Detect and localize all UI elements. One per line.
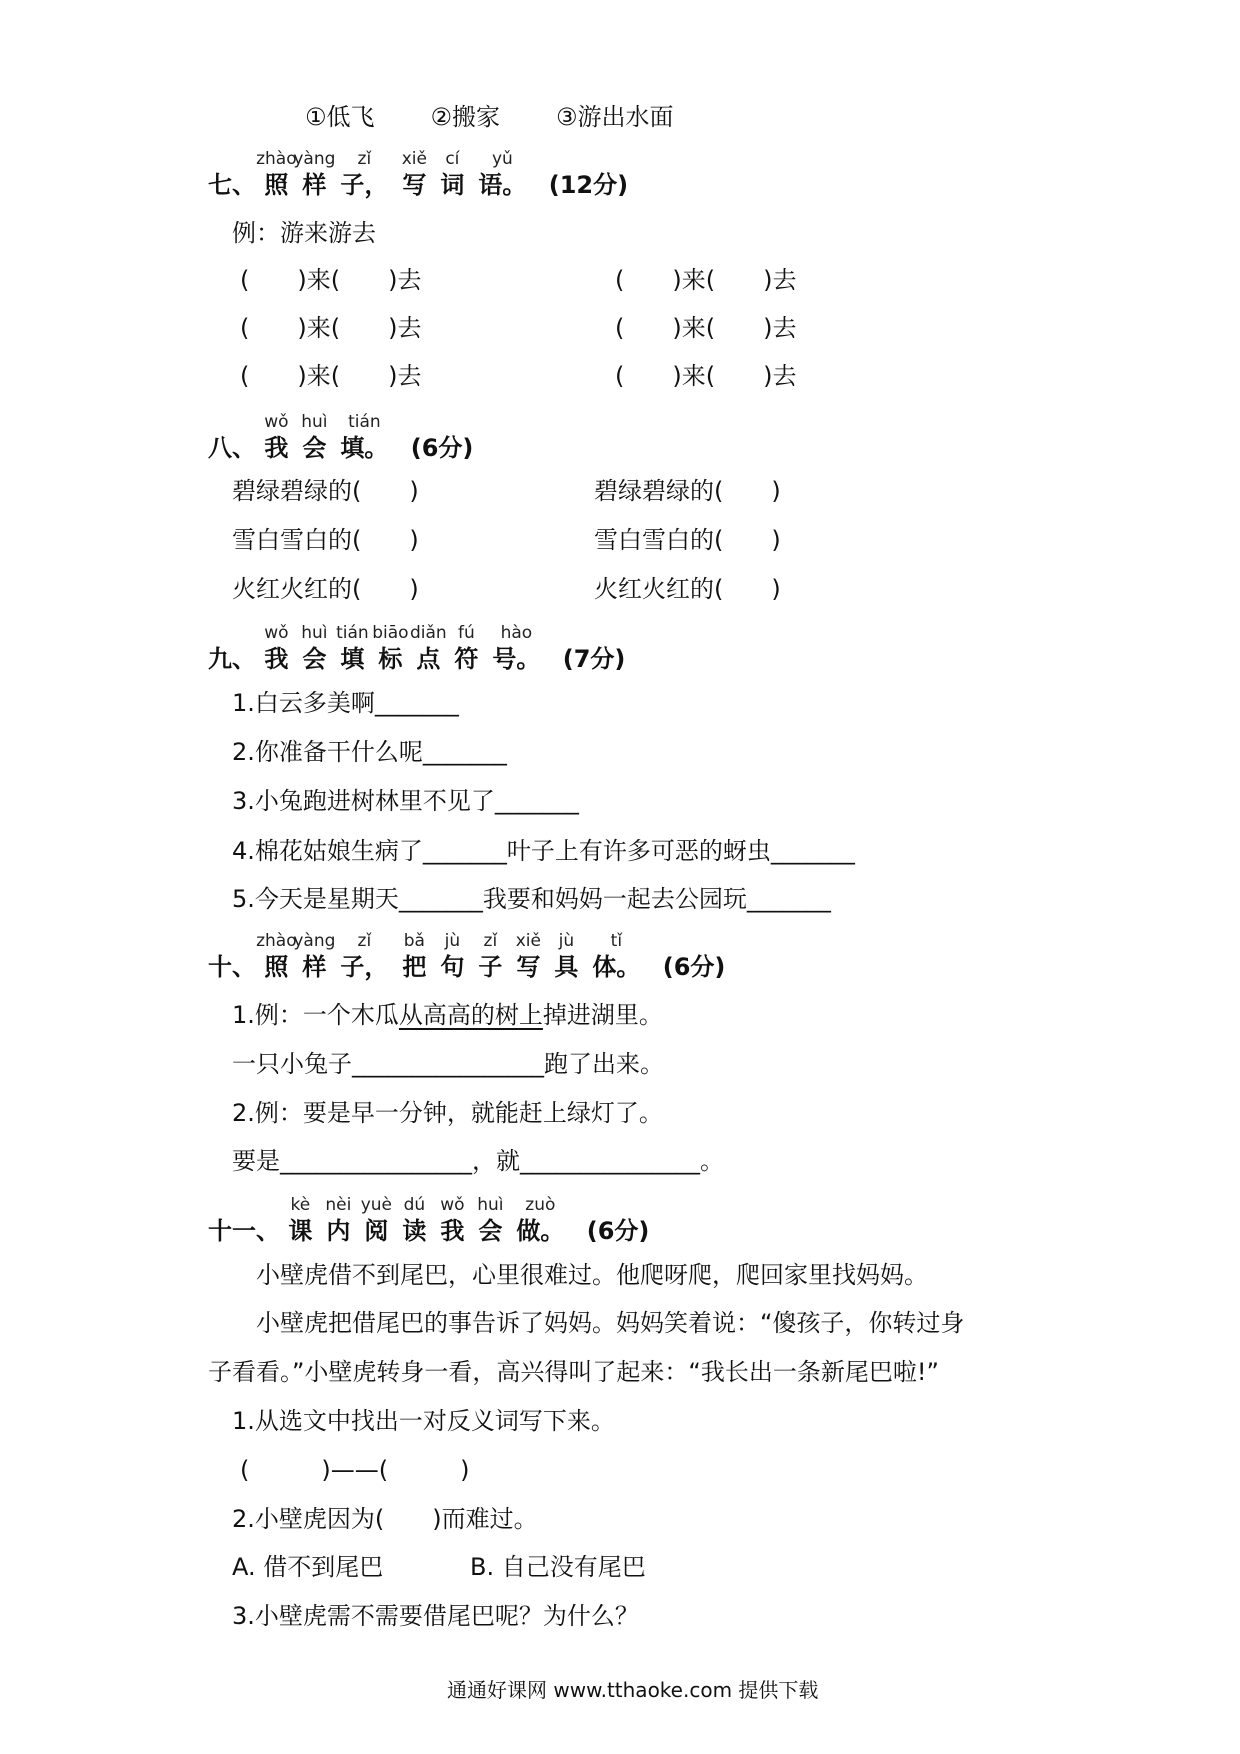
heading-char	[372, 623, 409, 674]
blank-item: ( )来( )去	[615, 362, 797, 390]
heading-char	[293, 149, 336, 200]
punct-item: 5.今天是星期天_______我要和妈妈一起去公园玩_______	[232, 885, 831, 913]
heading-char-text: 语。	[478, 171, 527, 199]
blank-item: ( )来( )去	[240, 266, 422, 294]
heading-char-text: 把	[402, 953, 427, 981]
pinyin-label: yàng	[293, 149, 336, 169]
heading-char-text: 我	[440, 1217, 465, 1245]
option-2: ②搬家	[430, 103, 501, 131]
exercise-line: 要是________________，就_______________。	[232, 1147, 724, 1175]
exercise-line: 一只小兔子________________跑了出来。	[232, 1050, 664, 1078]
heading-char	[288, 1195, 313, 1246]
heading-char	[340, 931, 389, 982]
section10-heading	[208, 931, 726, 982]
heading-char-text: 样	[302, 171, 327, 199]
footer-credit: 通通好课网 www.tthaoke.com 提供下载	[447, 1678, 819, 1702]
heading-chars	[288, 1195, 578, 1245]
heading-char	[264, 623, 289, 674]
question: 2.小壁虎因为( )而难过。	[232, 1505, 538, 1533]
heading-char	[301, 412, 328, 463]
heading-char-text: 子	[478, 953, 503, 981]
pinyin-label: tián	[348, 412, 381, 432]
pinyin-label: xiě	[401, 149, 427, 169]
heading-char-text: 读	[402, 1217, 427, 1245]
section9-heading	[208, 623, 626, 674]
pinyin-label: zǐ	[357, 931, 372, 951]
section-score: (12分)	[548, 171, 629, 199]
pinyin-label: wǒ	[264, 623, 289, 643]
pinyin-label: kè	[290, 1195, 311, 1215]
pinyin-label: tián	[336, 623, 369, 643]
reading-paragraph: 小壁虎把借尾巴的事告诉了妈妈。妈妈笑着说：“傻孩子，你转过身	[256, 1309, 965, 1337]
pinyin-label: tǐ	[610, 931, 623, 951]
choice-a: A. 借不到尾巴	[232, 1553, 384, 1581]
heading-char	[401, 149, 427, 200]
example-1	[232, 1000, 663, 1030]
heading-char-text: 会	[478, 1217, 503, 1245]
fill-item: 雪白雪白的( )	[594, 526, 781, 554]
heading-char	[301, 623, 328, 674]
pinyin-label: cí	[445, 149, 460, 169]
heading-chars	[256, 149, 540, 199]
heading-char-text: 子，	[340, 953, 389, 981]
section11-heading	[208, 1195, 650, 1246]
heading-char	[440, 931, 465, 982]
heading-char-text: 写	[402, 171, 427, 199]
heading-chars	[264, 412, 402, 462]
pinyin-label: yuè	[360, 1195, 393, 1215]
pinyin-label: huì	[477, 1195, 504, 1215]
heading-char	[492, 623, 541, 674]
heading-char-text: 阅	[364, 1217, 389, 1245]
pinyin-label: yàng	[293, 931, 336, 951]
section7-example: 例：游来游去	[232, 219, 376, 247]
heading-char	[360, 1195, 393, 1246]
section-score: (6分)	[586, 1217, 650, 1245]
blank-row	[240, 361, 421, 391]
pinyin-label: nèi	[325, 1195, 352, 1215]
fill-item: 碧绿碧绿的( )	[232, 477, 419, 505]
pinyin-label: huì	[301, 623, 328, 643]
section-number: 十、	[208, 953, 256, 981]
heading-char-text: 课	[288, 1217, 313, 1245]
heading-char	[454, 623, 479, 674]
heading-char	[256, 149, 297, 200]
heading-char	[478, 931, 503, 982]
pinyin-label: yǔ	[491, 149, 513, 169]
heading-char	[516, 1195, 565, 1246]
blank-row	[615, 361, 796, 391]
example-1-prefix: 1.例：一个木瓜	[232, 1001, 399, 1029]
blank-item: ( )来( )去	[240, 314, 422, 342]
blank-item: ( )来( )去	[615, 266, 797, 294]
pinyin-label: zhào	[256, 931, 297, 951]
pinyin-label: dú	[403, 1195, 426, 1215]
heading-char-text: 填。	[340, 434, 389, 462]
punct-item: 2.你准备干什么呢_______	[232, 738, 507, 766]
choice-b: B. 自己没有尾巴	[470, 1553, 646, 1581]
pinyin-label: jù	[444, 931, 461, 951]
heading-char	[264, 412, 289, 463]
heading-char	[440, 149, 465, 200]
heading-char	[402, 1195, 427, 1246]
fill-item: 火红火红的( )	[232, 575, 419, 603]
heading-char-text: 我	[264, 645, 289, 673]
heading-chars	[256, 931, 654, 981]
pinyin-label: wǒ	[440, 1195, 465, 1215]
pinyin-label: jù	[558, 931, 575, 951]
blank-item: ( )来( )去	[240, 362, 422, 390]
question: 3.小壁虎需不需要借尾巴呢？为什么？	[232, 1602, 639, 1630]
pinyin-label: diǎn	[410, 623, 447, 643]
heading-char-text: 样	[302, 953, 327, 981]
heading-char	[477, 1195, 504, 1246]
pinyin-label: zǐ	[357, 149, 372, 169]
pinyin-label: bǎ	[403, 931, 425, 951]
heading-char	[340, 412, 389, 463]
option-1: ①低飞	[305, 103, 375, 131]
heading-char-text: 点	[416, 645, 441, 673]
punct-item: 4.棉花姑娘生病了_______叶子上有许多可恶的蚜虫_______	[232, 837, 855, 865]
blank-item: ( )来( )去	[615, 314, 797, 342]
blank-row	[615, 313, 796, 343]
section8-heading	[208, 412, 474, 463]
heading-char-text: 体。	[592, 953, 641, 981]
heading-char	[325, 1195, 352, 1246]
option-3: ③游出水面	[556, 103, 674, 131]
heading-char-text: 我	[264, 434, 289, 462]
section-score: (6分)	[662, 953, 726, 981]
blank-row	[240, 265, 421, 295]
heading-char-text: 写	[516, 953, 541, 981]
heading-char	[336, 623, 369, 674]
reading-paragraph: 小壁虎借不到尾巴，心里很难过。他爬呀爬，爬回家里找妈妈。	[256, 1261, 928, 1289]
heading-char	[592, 931, 641, 982]
heading-char	[440, 1195, 465, 1246]
fill-item: 火红火红的( )	[594, 575, 781, 603]
heading-char	[256, 931, 297, 982]
example-2: 2.例：要是早一分钟，就能赶上绿灯了。	[232, 1099, 663, 1127]
fill-item: 碧绿碧绿的( )	[594, 477, 781, 505]
heading-char-text: 词	[440, 171, 465, 199]
heading-char	[410, 623, 447, 674]
section-score: (7分)	[562, 645, 626, 673]
example-1-underlined: 从高高的树上	[398, 1001, 543, 1029]
heading-char-text: 句	[440, 953, 465, 981]
example-1-suffix: 掉进湖里。	[542, 1001, 663, 1029]
heading-char-text: 内	[326, 1217, 351, 1245]
heading-char	[340, 149, 389, 200]
heading-char-text: 号。	[492, 645, 541, 673]
section-number: 十一、	[208, 1217, 280, 1245]
heading-char-text: 符	[454, 645, 479, 673]
section-number: 七、	[208, 171, 256, 199]
heading-char	[554, 931, 579, 982]
section7-heading	[208, 149, 629, 200]
punct-item: 1.白云多美啊_______	[232, 689, 459, 717]
heading-char-text: 会	[302, 645, 327, 673]
section-number: 九、	[208, 645, 256, 673]
pinyin-label: xiě	[515, 931, 541, 951]
blank-row	[240, 313, 421, 343]
section6-options	[305, 102, 674, 132]
heading-char-text: 照	[264, 171, 289, 199]
pinyin-label: huì	[301, 412, 328, 432]
heading-char	[293, 931, 336, 982]
heading-char-text: 填	[340, 645, 365, 673]
heading-chars	[264, 623, 554, 673]
heading-char-text: 具	[554, 953, 579, 981]
pinyin-label: biāo	[372, 623, 409, 643]
pinyin-label: wǒ	[264, 412, 289, 432]
heading-char-text: 标	[378, 645, 403, 673]
heading-char	[402, 931, 427, 982]
pinyin-label: zǐ	[483, 931, 498, 951]
pinyin-label: hào	[500, 623, 533, 643]
heading-char-text: 做。	[516, 1217, 565, 1245]
answer-blank: ( )——( )	[240, 1456, 470, 1484]
punct-item: 3.小兔跑进树林里不见了_______	[232, 787, 579, 815]
section-number: 八、	[208, 434, 256, 462]
heading-char-text: 照	[264, 953, 289, 981]
fill-item: 雪白雪白的( )	[232, 526, 419, 554]
pinyin-label: fú	[457, 623, 475, 643]
heading-char	[515, 931, 541, 982]
blank-row	[615, 265, 796, 295]
section-score: (6分)	[410, 434, 474, 462]
question: 1.从选文中找出一对反义词写下来。	[232, 1407, 615, 1435]
heading-char	[478, 149, 527, 200]
pinyin-label: zhào	[256, 149, 297, 169]
heading-char-text: 子，	[340, 171, 389, 199]
heading-char-text: 会	[302, 434, 327, 462]
reading-paragraph: 子看看。”小壁虎转身一看，高兴得叫了起来：“我长出一条新尾巴啦!”	[208, 1358, 939, 1386]
pinyin-label: zuò	[525, 1195, 556, 1215]
